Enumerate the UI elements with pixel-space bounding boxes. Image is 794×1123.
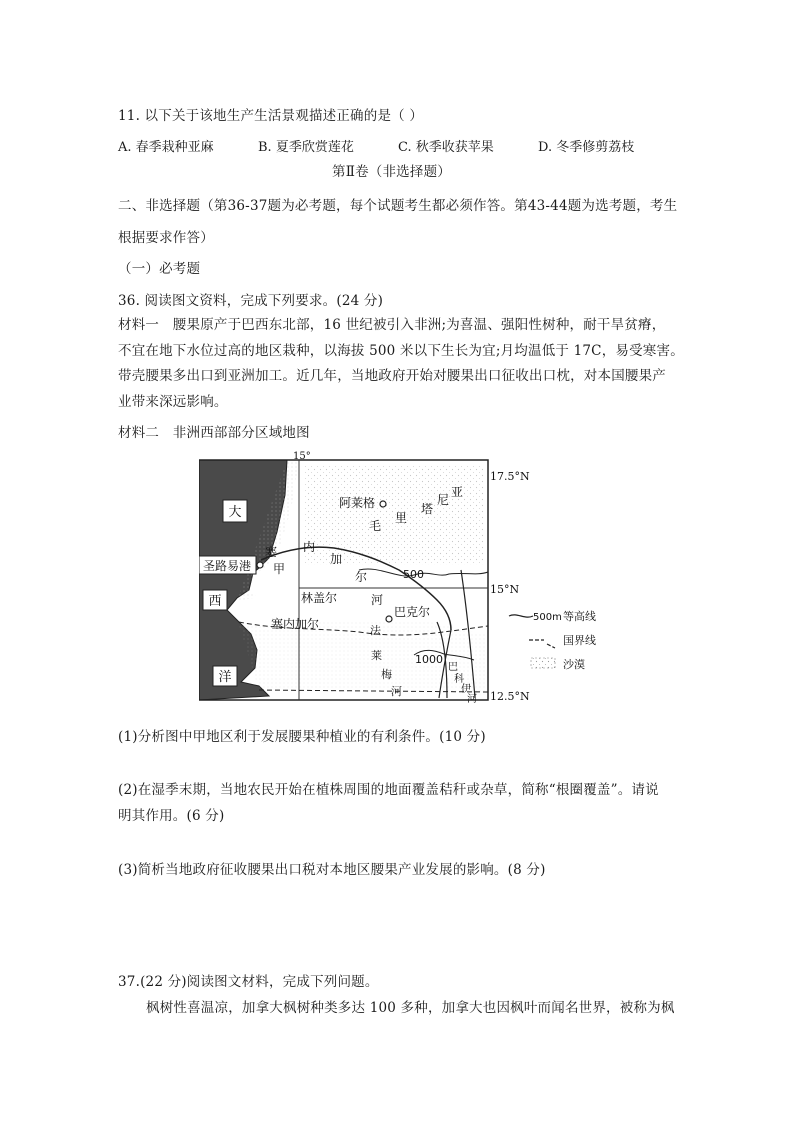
faleme-char-1: 法 — [370, 624, 381, 637]
senegal-label: 塞内加尔 — [271, 617, 320, 631]
west-africa-map — [199, 450, 738, 708]
saint-louis-dot — [257, 562, 263, 568]
q11-option-b: B. 夏季欣赏莲花 — [258, 140, 354, 155]
ocean-label-1: 大 — [228, 505, 242, 520]
q36-material2-caption: 材料二 非洲西部部分区域地图 — [118, 425, 310, 441]
bafing-char-1: 巴 — [448, 662, 458, 673]
mauritania-char-3: 塔 — [421, 502, 434, 516]
part2-section: （一）必考题 — [118, 261, 201, 277]
lat-bottom-label: 12.5°N — [490, 690, 530, 703]
desert-area — [304, 465, 484, 565]
he-label: 河 — [371, 593, 384, 607]
aleg-label: 阿莱格 — [339, 496, 376, 510]
q36-sub1: (1)分析图中甲地区利于发展腰果种植业的有利条件。(10 分) — [118, 729, 486, 745]
senegal-river-char-2: 内 — [303, 540, 316, 554]
lon-15-label: 15° — [293, 451, 311, 462]
q36-sub2-line2: 明其作用。(6 分) — [118, 808, 225, 824]
bafing-char-4: 河 — [467, 694, 477, 705]
q11-option-a: A. 春季栽种亚麻 — [118, 140, 214, 155]
lat-mid-label: 15°N — [490, 583, 520, 596]
q36-material1-line2: 不宜在地下水位过高的地区栽种，以海拔 500 米以下生长为宜;月均温低于 17C，易受寒害。 — [118, 343, 684, 359]
senegal-river-char-3: 加 — [330, 552, 343, 566]
legend-border-symbol — [529, 640, 555, 648]
aleg-dot — [380, 501, 386, 507]
q11-option-d: D. 冬季修剪荔枝 — [538, 140, 635, 155]
linguere-label: 林盖尔 — [301, 591, 338, 605]
mauritania-char-5: 亚 — [451, 485, 464, 499]
ocean-label-2: 西 — [208, 594, 222, 609]
faleme-char-4: 河 — [391, 685, 402, 698]
q37-stem: 37.(22 分)阅读图文材料，完成下列问题。 — [118, 974, 379, 990]
bakel-dot — [386, 616, 392, 622]
q36-material1-line4: 业带来深远影响。 — [118, 394, 228, 410]
part2-intro-line2: 根据要求作答） — [118, 230, 214, 246]
q37-line1: 枫树性喜温凉，加拿大枫树种类多达 100 多种，加拿大也因枫叶而闻名世界，被称为枫 — [146, 1000, 675, 1016]
q36-material1-line3: 带壳腰果多出口到亚洲加工。近几年，当地政府开始对腰果出口征收出口枕，对本国腰果产 — [118, 368, 666, 384]
q36-sub2-line1: (2)在湿季末期，当地农民开始在植株周围的地面覆盖秸秆或杂草，简称“根圈覆盖”。请说 — [118, 782, 659, 798]
legend-desert-symbol — [531, 658, 555, 668]
part2-intro-line1: 二、非选择题（第36-37题为必考题，每个试题考生都必须作答。第43-44题为选考题，考生 — [118, 198, 678, 214]
contour-1000-label: 1000 — [415, 653, 443, 666]
senegal-river-char-1: 塞 — [265, 545, 278, 559]
ocean-label-3: 洋 — [218, 670, 232, 685]
legend-border-label: 国界线 — [563, 634, 596, 647]
faleme-char-2: 莱 — [371, 649, 382, 662]
lat-top-label: 17.5°N — [490, 470, 530, 483]
contour-500-label: 500 — [403, 568, 424, 581]
part2-title: 第Ⅱ卷（非选择题） — [332, 164, 451, 180]
q36-material1-line1: 材料一 腰果原产于巴西东北部，16 世纪被引入非洲;为喜温、强阳性树种，耐干旱贫瘠， — [118, 317, 666, 333]
q36-stem: 36. 阅读图文资料，完成下列要求。(24 分) — [118, 293, 384, 309]
bakel-label: 巴克尔 — [394, 605, 431, 619]
senegal-river-char-4: 尔 — [355, 570, 368, 584]
faleme-char-3: 梅 — [381, 668, 392, 681]
mauritania-char-1: 毛 — [369, 519, 382, 533]
legend-contour-value: 500m — [533, 612, 562, 623]
desert-lower — [239, 620, 489, 695]
saint-louis-label: 圣路易港 — [202, 559, 252, 573]
legend-contour-symbol — [509, 615, 533, 617]
mauritania-char-4: 尼 — [437, 493, 450, 507]
mauritania-char-2: 里 — [395, 511, 408, 525]
q11-option-c: C. 秋季收获苹果 — [398, 140, 494, 155]
legend-contour-label: 等高线 — [563, 610, 596, 623]
bafing-char-2: 科 — [454, 674, 464, 685]
q36-sub3: (3)简析当地政府征收腰果出口税对本地区腰果产业发展的影响。(8 分) — [118, 862, 546, 878]
legend-desert-label: 沙漠 — [563, 658, 585, 671]
jia-label: 甲 — [273, 562, 286, 576]
bafing-char-3: 伊 — [461, 684, 471, 695]
q11-stem: 11. 以下关于该地生产生活景观描述正确的是（ ） — [118, 108, 424, 124]
